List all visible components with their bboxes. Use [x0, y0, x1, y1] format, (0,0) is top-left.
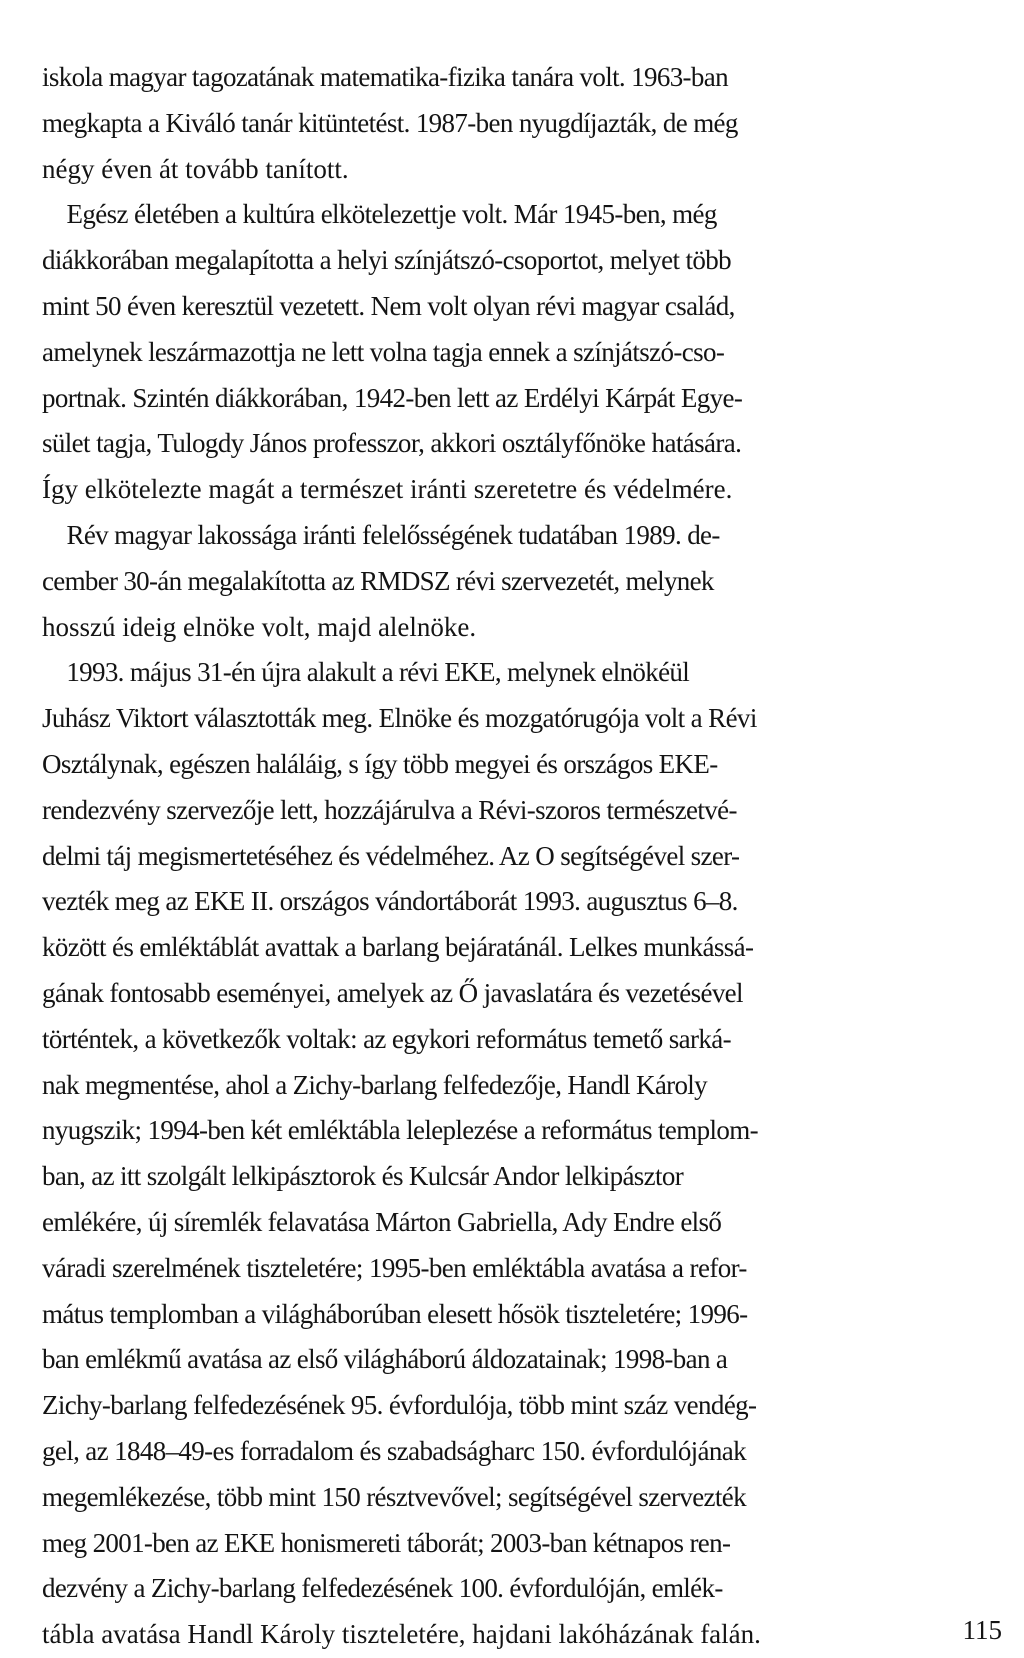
text-line: között és emléktáblát avattak a barlang bejáratánál. Lelkes munkássá- [42, 932, 754, 963]
text-line: négy éven át tovább tanított. [42, 153, 349, 184]
text-line: történtek, a következők voltak: az egykori református temető sarká- [42, 1023, 731, 1054]
body-text [42, 55, 1024, 1658]
text-line: gel, az 1848–49-es forradalom és szabadságharc 150. évfordulójának [42, 1435, 746, 1466]
text-line: gának fontosabb eseményei, amelyek az Ő javaslatára és vezetésével [42, 977, 743, 1008]
text-line: ban, az itt szolgált lelkipásztorok és Kulcsár Andor lelkipásztor [42, 1161, 684, 1192]
text-line: cember 30-án megalakította az RMDSZ révi szervezetét, melynek [42, 565, 714, 596]
text-line: iskola magyar tagozatának matematika-fizika tanára volt. 1963-ban [42, 62, 728, 92]
text-line: hosszú ideig elnöke volt, majd alelnöke. [42, 611, 477, 642]
text-line: nak megmentése, ahol a Zichy-barlang felfedezője, Handl Károly [42, 1069, 707, 1100]
text-line: Osztálynak, egészen haláláig, s így több megyei és országos EKE- [42, 748, 718, 779]
text-line: Így elkötelezte magát a természet iránti szeretetre és védelmére. [42, 474, 733, 505]
text-line: rendezvény szervezője lett, hozzájárulva a Révi-szoros természetvé- [42, 794, 737, 825]
text-line: megemlékezése, több mint 150 résztvevővel; segítségével szervezték [42, 1481, 746, 1512]
text-line: diákkorában megalapította a helyi színjátszó-csoportot, melyet több [42, 245, 732, 276]
text-line: tábla avatása Handl Károly tiszteletére, hajdani lakóházának falán. [42, 1619, 761, 1650]
text-line: mint 50 éven keresztül vezetett. Nem volt olyan révi magyar család, [42, 290, 735, 321]
text-line: sület tagja, Tulogdy János professzor, akkori osztályfőnöke hatására. [42, 428, 742, 459]
text-line: emlékére, új síremlék felavatása Márton Gabriella, Ady Endre első [42, 1206, 722, 1237]
text-line: Rév magyar lakossága iránti felelősségének tudatában 1989. de- [42, 519, 720, 550]
text-line: Juhász Viktort választották meg. Elnöke és mozgatórugója volt a Révi [42, 703, 757, 734]
text-line: megkapta a Kiváló tanár kitüntetést. 1987-ben nyugdíjazták, de még [42, 107, 738, 138]
text-line: amelynek leszármazottja ne lett volna tagja ennek a színjátszó-cso- [42, 336, 725, 367]
text-line: Zichy-barlang felfedezésének 95. évfordulója, több mint száz vendég- [42, 1390, 757, 1421]
text-line: Egész életében a kultúra elkötelezettje volt. Már 1945-ben, még [42, 199, 717, 230]
text-line: delmi táj megismertetéséhez és védelméhez. Az O segítségével szer- [42, 840, 740, 871]
text-line: 1993. május 31-én újra alakult a révi EKE, melynek elnökéül [42, 657, 690, 688]
page-number: 115 [962, 1615, 1002, 1645]
text-line: nyugszik; 1994-ben két emléktábla leleplezése a református templom- [42, 1115, 758, 1146]
text-line: vezték meg az EKE II. országos vándortáborát 1993. augusztus 6–8. [42, 886, 738, 917]
text-line: ban emlékmű avatása az első világháború áldozatainak; 1998-ban a [42, 1344, 728, 1375]
text-line: dezvény a Zichy-barlang felfedezésének 100. évfordulóján, emlék- [42, 1573, 723, 1604]
text-line: mátus templomban a világháborúban elesett hősök tiszteletére; 1996- [42, 1298, 748, 1329]
text-line: portnak. Szintén diákkorában, 1942-ben lett az Erdélyi Kárpát Egye- [42, 382, 743, 413]
text-line: váradi szerelmének tiszteletére; 1995-ben emléktábla avatása a refor- [42, 1252, 747, 1283]
text-line: meg 2001-ben az EKE honismereti táborát; 2003-ban kétnapos ren- [42, 1527, 731, 1558]
